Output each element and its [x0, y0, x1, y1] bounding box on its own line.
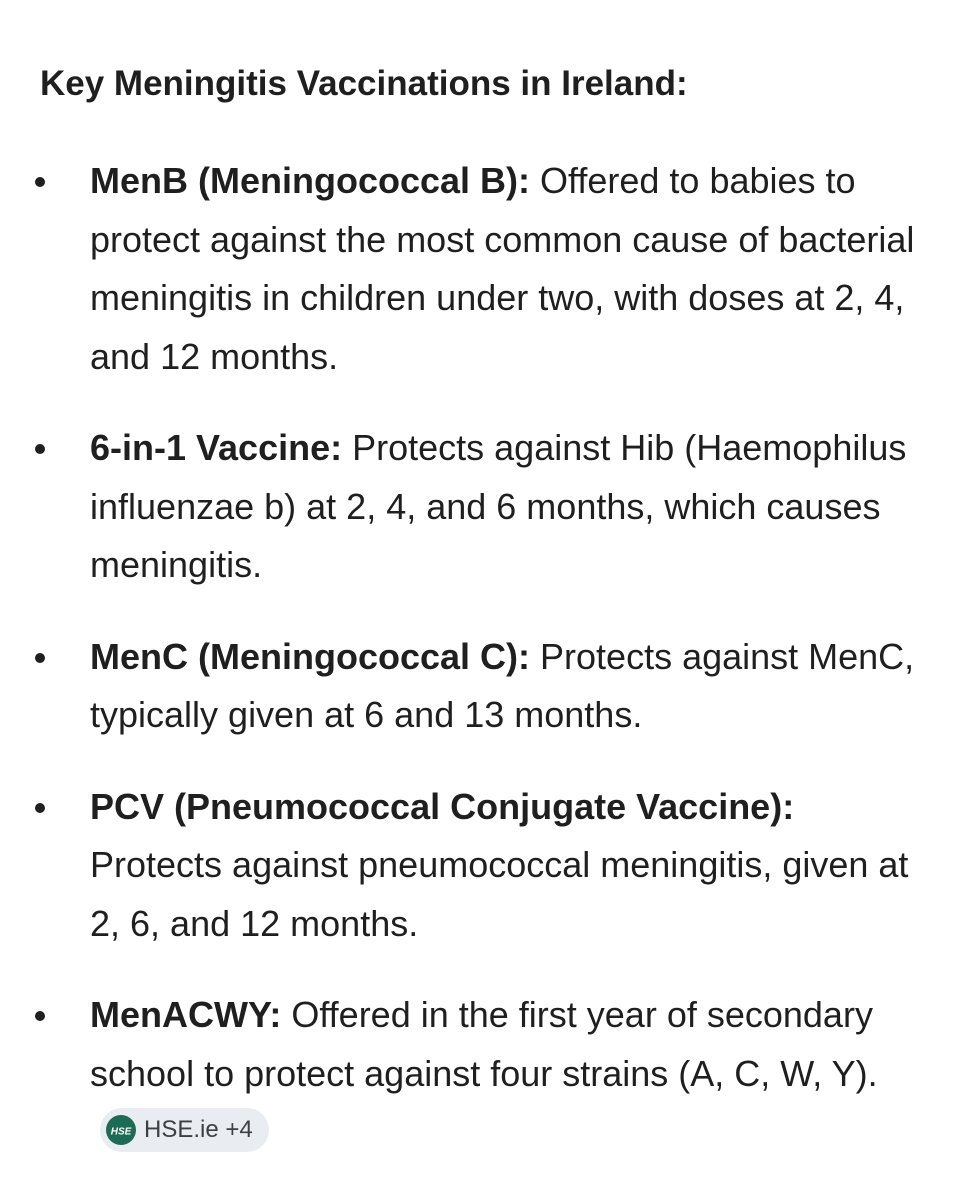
- list-item-6-in-1: [0, 419, 962, 595]
- item-description: Protects against Hib (Haemophilus influenzae b) at 2, 4, and 6 months, which causes meningitis.: [90, 427, 907, 585]
- bullet-icon: [35, 444, 45, 454]
- source-chip-label: HSE.ie +4: [144, 1116, 253, 1144]
- list-item-menacwy: [0, 986, 962, 1162]
- list-item-menb: [0, 152, 962, 386]
- item-description: Offered to babies to protect against the most common cause of bacterial meningitis in children under two, with doses at 2, 4, and 12 months.: [90, 160, 915, 377]
- bullet-icon: [35, 803, 45, 813]
- item-description: Protects against pneumococcal meningitis, given at 2, 6, and 12 months.: [90, 844, 909, 944]
- item-term: MenACWY:: [90, 994, 282, 1035]
- bullet-icon: [35, 1011, 45, 1021]
- source-chip[interactable]: [100, 1108, 269, 1152]
- hse-logo-icon: [106, 1115, 136, 1145]
- bullet-icon: [35, 653, 45, 663]
- list-item-menc: [0, 628, 962, 745]
- item-term: PCV (Pneumococcal Conjugate Vaccine):: [90, 785, 795, 827]
- item-term: MenC (Meningococcal C):: [90, 635, 531, 677]
- list-item-pcv: [0, 778, 962, 954]
- item-description: Protects against MenC, typically given at 6 and 13 months.: [90, 635, 915, 735]
- page-title: Key Meningitis Vaccinations in Ireland:: [40, 64, 688, 103]
- vaccination-list: [0, 152, 962, 1195]
- item-description: Offered in the first year of secondary school to protect against four strains (A, C, W, Y).: [90, 994, 878, 1094]
- item-term: 6-in-1 Vaccine:: [90, 427, 343, 468]
- item-term: MenB (Meningococcal B):: [90, 160, 531, 201]
- svg-text:HSE: HSE: [110, 1126, 132, 1138]
- bullet-icon: [35, 177, 45, 187]
